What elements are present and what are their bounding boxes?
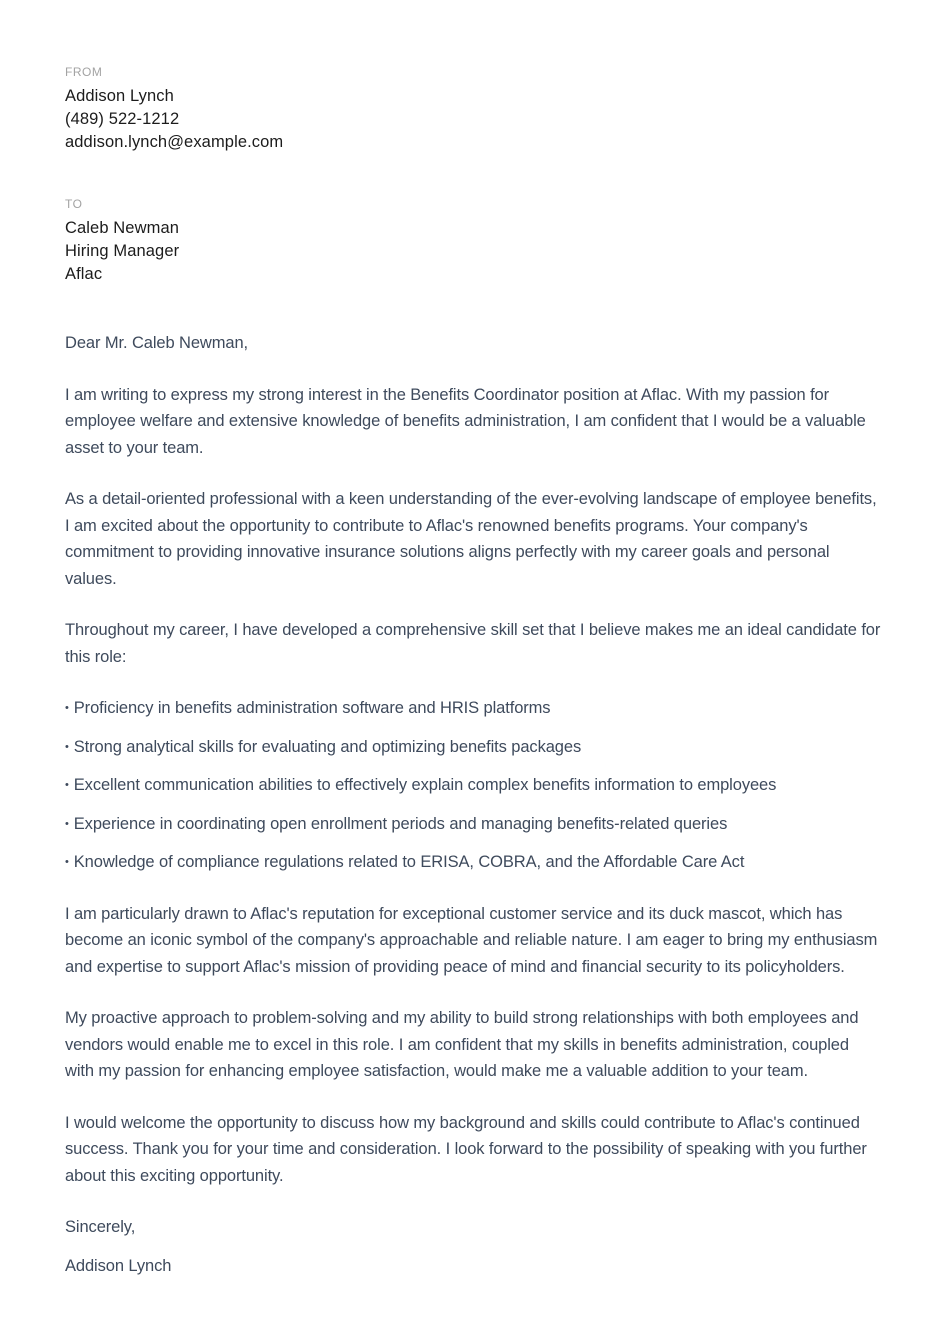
from-block <box>65 64 882 154</box>
skill-bullet-text: Experience in coordinating open enrollment periods and managing benefits-related queries <box>73 814 728 833</box>
skill-bullet-enrollment <box>65 811 882 838</box>
sender-email: addison.lynch@example.com <box>65 133 284 151</box>
bullet-icon: • <box>65 740 69 753</box>
signature-name: Addison Lynch <box>65 1256 172 1275</box>
paragraph-strengths: My proactive approach to problem-solving and my ability to build strong relationships with both employees and vendors would enable me to excel in this role. I am confident that my skills in benefits administration, coupled with my passion for enhancing employee satisfaction, would make me a valuable addition to your team. <box>65 1009 859 1080</box>
paragraph-intro: I am writing to express my strong interest in the Benefits Coordinator position at Aflac. With my passion for employee welfare and extensive knowledge of benefits administration, I am confident that I would be a valuable asset to your team. <box>65 385 866 457</box>
to-block <box>65 196 882 286</box>
recipient-name: Caleb Newman <box>65 219 180 237</box>
skill-bullet-proficiency <box>65 695 882 722</box>
bullet-icon: • <box>65 702 69 714</box>
skill-bullet-text: Proficiency in benefits administration software and HRIS platforms <box>73 699 551 717</box>
paragraph-skills-intro: Throughout my career, I have developed a comprehensive skill set that I believe makes me an ideal candidate for this role: <box>65 621 881 666</box>
sender-phone: (489) 522-1212 <box>65 110 180 128</box>
paragraph-company-admiration: I am particularly drawn to Aflac's reputation for exceptional customer service and its duck mascot, which has become an iconic symbol of the company's approachable and reliable nature. I am eager to bring my enthusiasm and expertise to support Aflac's mission of providing peace of mind and financial security to its policyholders. <box>65 904 878 976</box>
salutation: Dear Mr. Caleb Newman, <box>65 334 249 352</box>
from-label: FROM <box>65 65 103 79</box>
letter-body <box>65 330 882 1279</box>
sender-name: Addison Lynch <box>65 87 174 105</box>
recipient-job-title: Hiring Manager <box>65 242 180 260</box>
skill-bullet-text: Knowledge of compliance regulations related to ERISA, COBRA, and the Affordable Care Act <box>73 853 745 871</box>
skill-bullet-compliance <box>65 849 882 876</box>
skill-bullet-text: Excellent communication abilities to effectively explain complex benefits information to employees <box>73 776 777 794</box>
skill-bullet-analytical <box>65 734 882 761</box>
to-label: TO <box>65 197 83 211</box>
skill-bullet-text: Strong analytical skills for evaluating and optimizing benefits packages <box>73 737 582 756</box>
paragraph-company-fit: As a detail-oriented professional with a keen understanding of the ever-evolving landscape of employee benefits, I am excited about the opportunity to contribute to Aflac's renowned benefits programs. Your company's commitment to providing innovative insurance solutions aligns perfectly with my career goals and personal values. <box>65 490 877 588</box>
bullet-icon: • <box>65 856 69 868</box>
recipient-company: Aflac <box>65 265 103 283</box>
signoff: Sincerely, <box>65 1218 136 1236</box>
paragraph-closing: I would welcome the opportunity to discuss how my background and skills could contribute to Aflac's continued success. Thank you for your time and consideration. I look forward to the possibility of speaking with you further about this exciting opportunity. <box>65 1113 867 1185</box>
bullet-icon: • <box>65 817 69 830</box>
bullet-icon: • <box>65 779 69 791</box>
skill-bullet-communication <box>65 772 882 799</box>
